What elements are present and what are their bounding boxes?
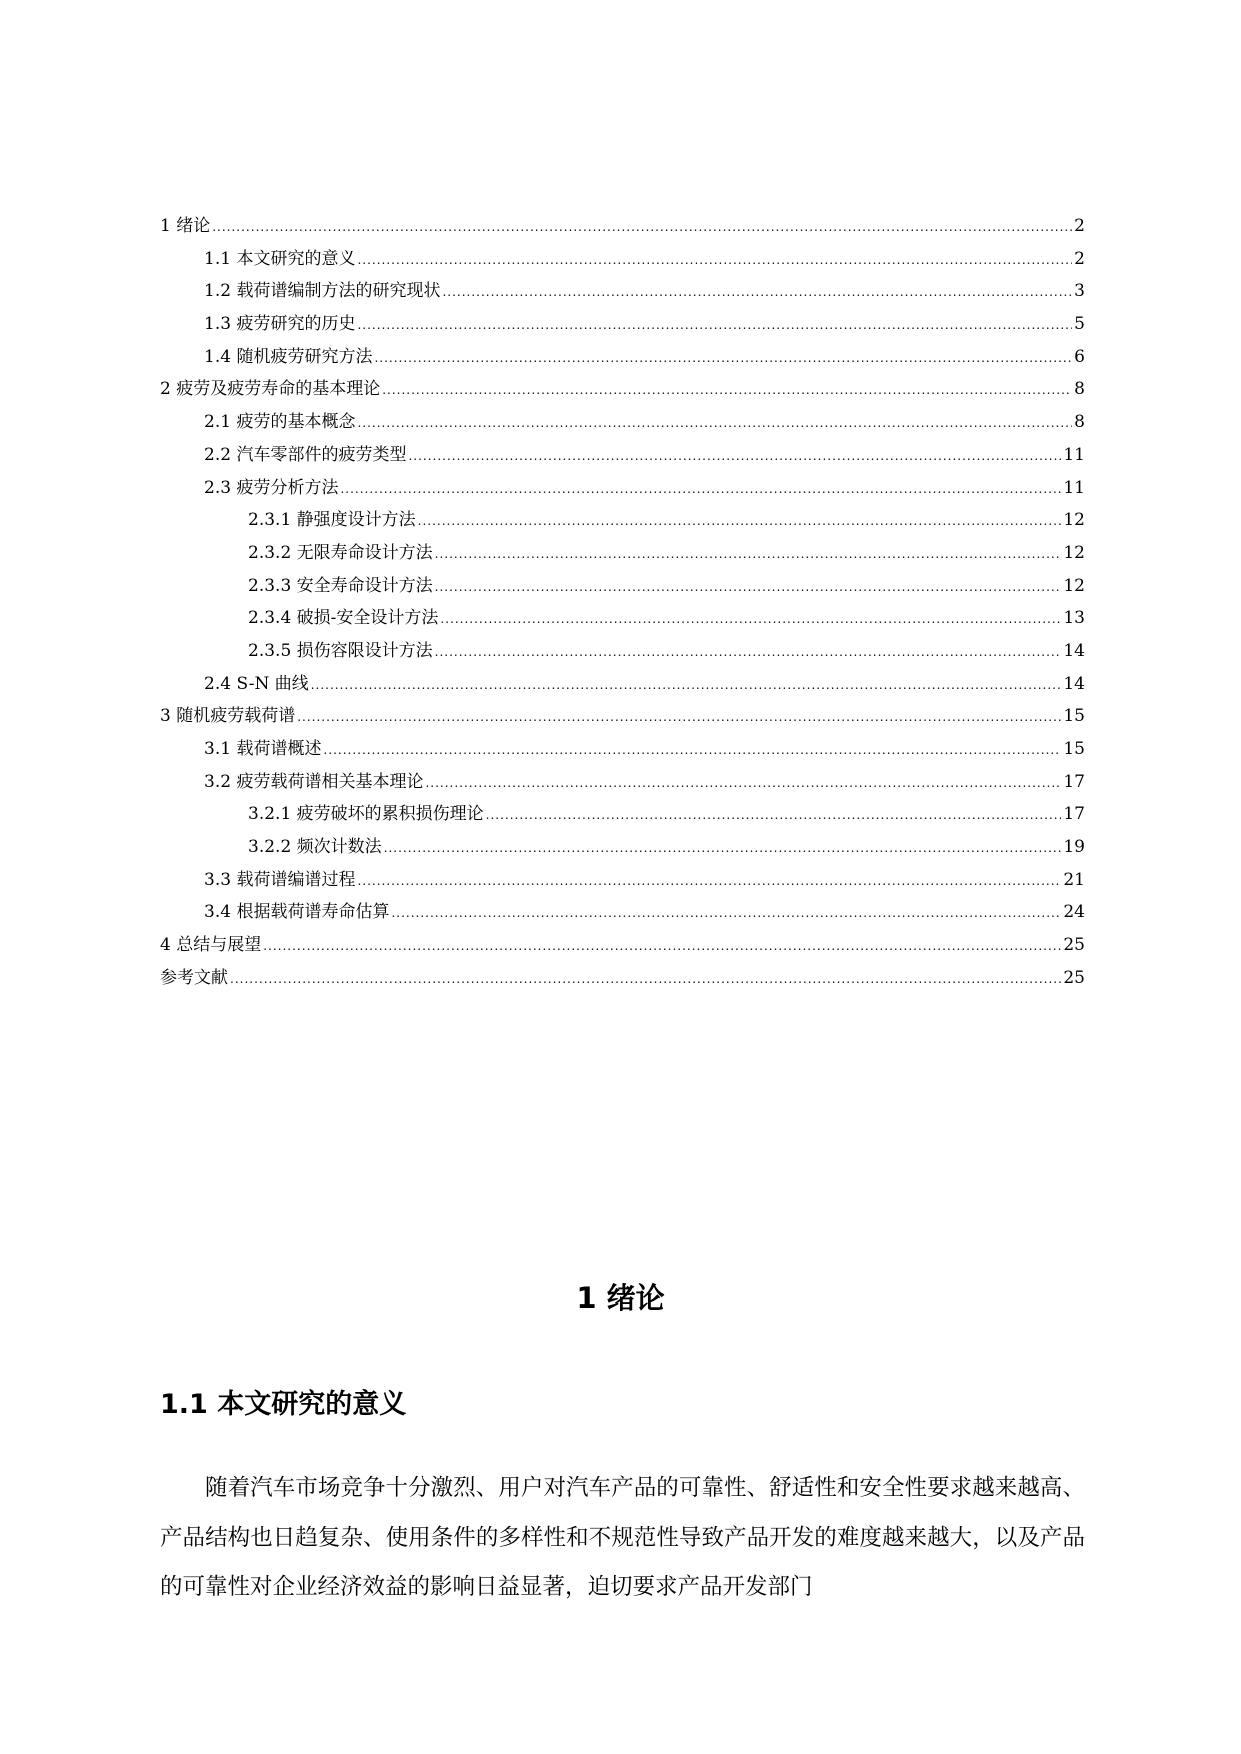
toc-leader-dots — [230, 963, 1061, 996]
toc-entry[interactable] — [160, 570, 1085, 603]
toc-leader-dots — [374, 342, 1072, 375]
toc-leader-dots — [408, 440, 1061, 473]
toc-leader-dots — [357, 407, 1072, 440]
toc-entry-title: 2.1 疲劳的基本概念 — [204, 412, 356, 433]
toc-entry[interactable] — [160, 275, 1085, 308]
toc-entry-title: 2.3.4 破损-安全设计方法 — [248, 608, 439, 629]
toc-entry[interactable] — [160, 864, 1085, 897]
toc-entry[interactable] — [160, 210, 1085, 243]
toc-entry[interactable] — [160, 798, 1085, 831]
toc-leader-dots — [340, 473, 1061, 506]
toc-entry-title: 3.4 根据载荷谱寿命估算 — [204, 902, 390, 923]
toc-entry-title: 3.2.1 疲劳破坏的累积损伤理论 — [248, 804, 484, 825]
toc-entry[interactable] — [160, 373, 1085, 406]
toc-entry-title: 3.2.2 频次计数法 — [248, 837, 382, 858]
toc-entry-page: 3 — [1074, 281, 1085, 302]
toc-leader-dots — [297, 701, 1061, 734]
toc-leader-dots — [425, 767, 1061, 800]
toc-entry-page: 24 — [1063, 902, 1085, 923]
toc-entry-page: 25 — [1063, 935, 1085, 956]
toc-entry-title: 3.1 载荷谱概述 — [204, 739, 322, 759]
toc-entry-page: 25 — [1063, 967, 1085, 988]
toc-entry[interactable] — [160, 896, 1085, 929]
toc-entry[interactable] — [160, 341, 1085, 374]
toc-leader-dots — [382, 374, 1072, 407]
toc-entry-page: 14 — [1063, 640, 1085, 661]
toc-entry[interactable] — [160, 668, 1085, 701]
toc-entry-page: 15 — [1063, 739, 1085, 759]
toc-entry-page: 13 — [1063, 608, 1085, 629]
toc-entry-page: 17 — [1063, 804, 1085, 825]
toc-leader-dots — [440, 603, 1061, 636]
toc-leader-dots — [311, 669, 1062, 702]
chapter-title: 1 绪论 — [576, 1281, 665, 1315]
toc-entry-page: 21 — [1063, 869, 1085, 890]
toc-leader-dots — [212, 211, 1072, 244]
toc-leader-dots — [391, 897, 1061, 930]
toc-leader-dots — [357, 244, 1072, 277]
toc-entry[interactable] — [160, 537, 1085, 570]
toc-entry[interactable] — [160, 406, 1085, 439]
section-title: 1.1 本文研究的意义 — [160, 1389, 407, 1420]
toc-entry-title: 3 随机疲劳载荷谱 — [160, 706, 296, 727]
toc-entry[interactable] — [160, 308, 1085, 341]
toc-entry-title: 3.3 载荷谱编谱过程 — [204, 869, 356, 890]
toc-entry-page: 12 — [1063, 510, 1085, 531]
toc-entry-page: 12 — [1063, 542, 1085, 563]
toc-entry-title: 1.3 疲劳研究的历史 — [204, 314, 356, 335]
toc-entry-page: 8 — [1074, 379, 1085, 400]
toc-leader-dots — [486, 799, 1062, 832]
toc-entry-title: 2 疲劳及疲劳寿命的基本理论 — [160, 379, 381, 400]
toc-entry[interactable] — [160, 602, 1085, 635]
toc-leader-dots — [263, 930, 1061, 963]
toc-entry[interactable] — [160, 831, 1085, 864]
toc-entry-title: 2.3.1 静强度设计方法 — [248, 510, 416, 531]
toc-entry-title: 4 总结与展望 — [160, 935, 262, 956]
toc-leader-dots — [435, 571, 1062, 604]
toc-entry-title: 3.2 疲劳载荷谱相关基本理论 — [204, 771, 424, 792]
toc-entry-title: 2.2 汽车零部件的疲劳类型 — [204, 444, 407, 465]
toc-entry[interactable] — [160, 472, 1085, 505]
toc-entry-title: 2.3.5 损伤容限设计方法 — [248, 640, 433, 661]
toc-entry[interactable] — [160, 504, 1085, 537]
toc-entry-title: 1.1 本文研究的意义 — [204, 248, 356, 269]
toc-leader-dots — [357, 865, 1061, 898]
toc-entry[interactable] — [160, 243, 1085, 276]
toc-leader-dots — [442, 276, 1072, 309]
toc-entry[interactable] — [160, 700, 1085, 733]
toc-leader-dots — [357, 309, 1072, 342]
toc-entry-title: 2.4 S-N 曲线 — [204, 673, 309, 694]
toc-entry-page: 11 — [1063, 477, 1085, 498]
toc-entry[interactable] — [160, 766, 1085, 799]
toc-leader-dots — [323, 734, 1061, 767]
toc-entry-page: 2 — [1074, 216, 1085, 236]
toc-entry-page: 11 — [1063, 444, 1085, 465]
table-of-contents — [160, 210, 1085, 995]
toc-entry-title: 1 绪论 — [160, 216, 211, 236]
toc-entry-page: 19 — [1063, 837, 1085, 858]
body-paragraph: 随着汽车市场竞争十分激烈、用户对汽车产品的可靠性、舒适性和安全性要求越来越高、产品结构也日趋复杂、使用条件的多样性和不规范性导致产品开发的难度越来越大，以及产品的可靠性对企业经济效益的影响日益显著，迫切要求产品开发部门 — [160, 1475, 1085, 1600]
toc-entry-title: 2.3.3 安全寿命设计方法 — [248, 575, 433, 596]
toc-entry-page: 12 — [1063, 575, 1085, 596]
toc-entry[interactable] — [160, 962, 1085, 995]
toc-entry[interactable] — [160, 929, 1085, 962]
toc-entry-page: 14 — [1063, 673, 1085, 694]
toc-entry-title: 1.4 随机疲劳研究方法 — [204, 346, 373, 367]
toc-entry[interactable] — [160, 439, 1085, 472]
toc-entry-page: 6 — [1074, 346, 1085, 367]
toc-leader-dots — [435, 636, 1062, 669]
toc-entry-page: 2 — [1074, 248, 1085, 269]
toc-entry[interactable] — [160, 635, 1085, 668]
toc-entry-title: 2.3 疲劳分析方法 — [204, 477, 339, 498]
toc-entry-page: 15 — [1063, 706, 1085, 727]
toc-entry-page: 17 — [1063, 771, 1085, 792]
toc-leader-dots — [435, 538, 1062, 571]
toc-entry-title: 1.2 载荷谱编制方法的研究现状 — [204, 281, 441, 302]
toc-leader-dots — [384, 832, 1062, 865]
toc-entry-page: 8 — [1074, 412, 1085, 433]
toc-entry[interactable] — [160, 733, 1085, 766]
toc-leader-dots — [418, 505, 1062, 538]
toc-entry-page: 5 — [1074, 314, 1085, 335]
toc-entry-title: 参考文献 — [160, 967, 228, 988]
toc-entry-title: 2.3.2 无限寿命设计方法 — [248, 542, 433, 563]
